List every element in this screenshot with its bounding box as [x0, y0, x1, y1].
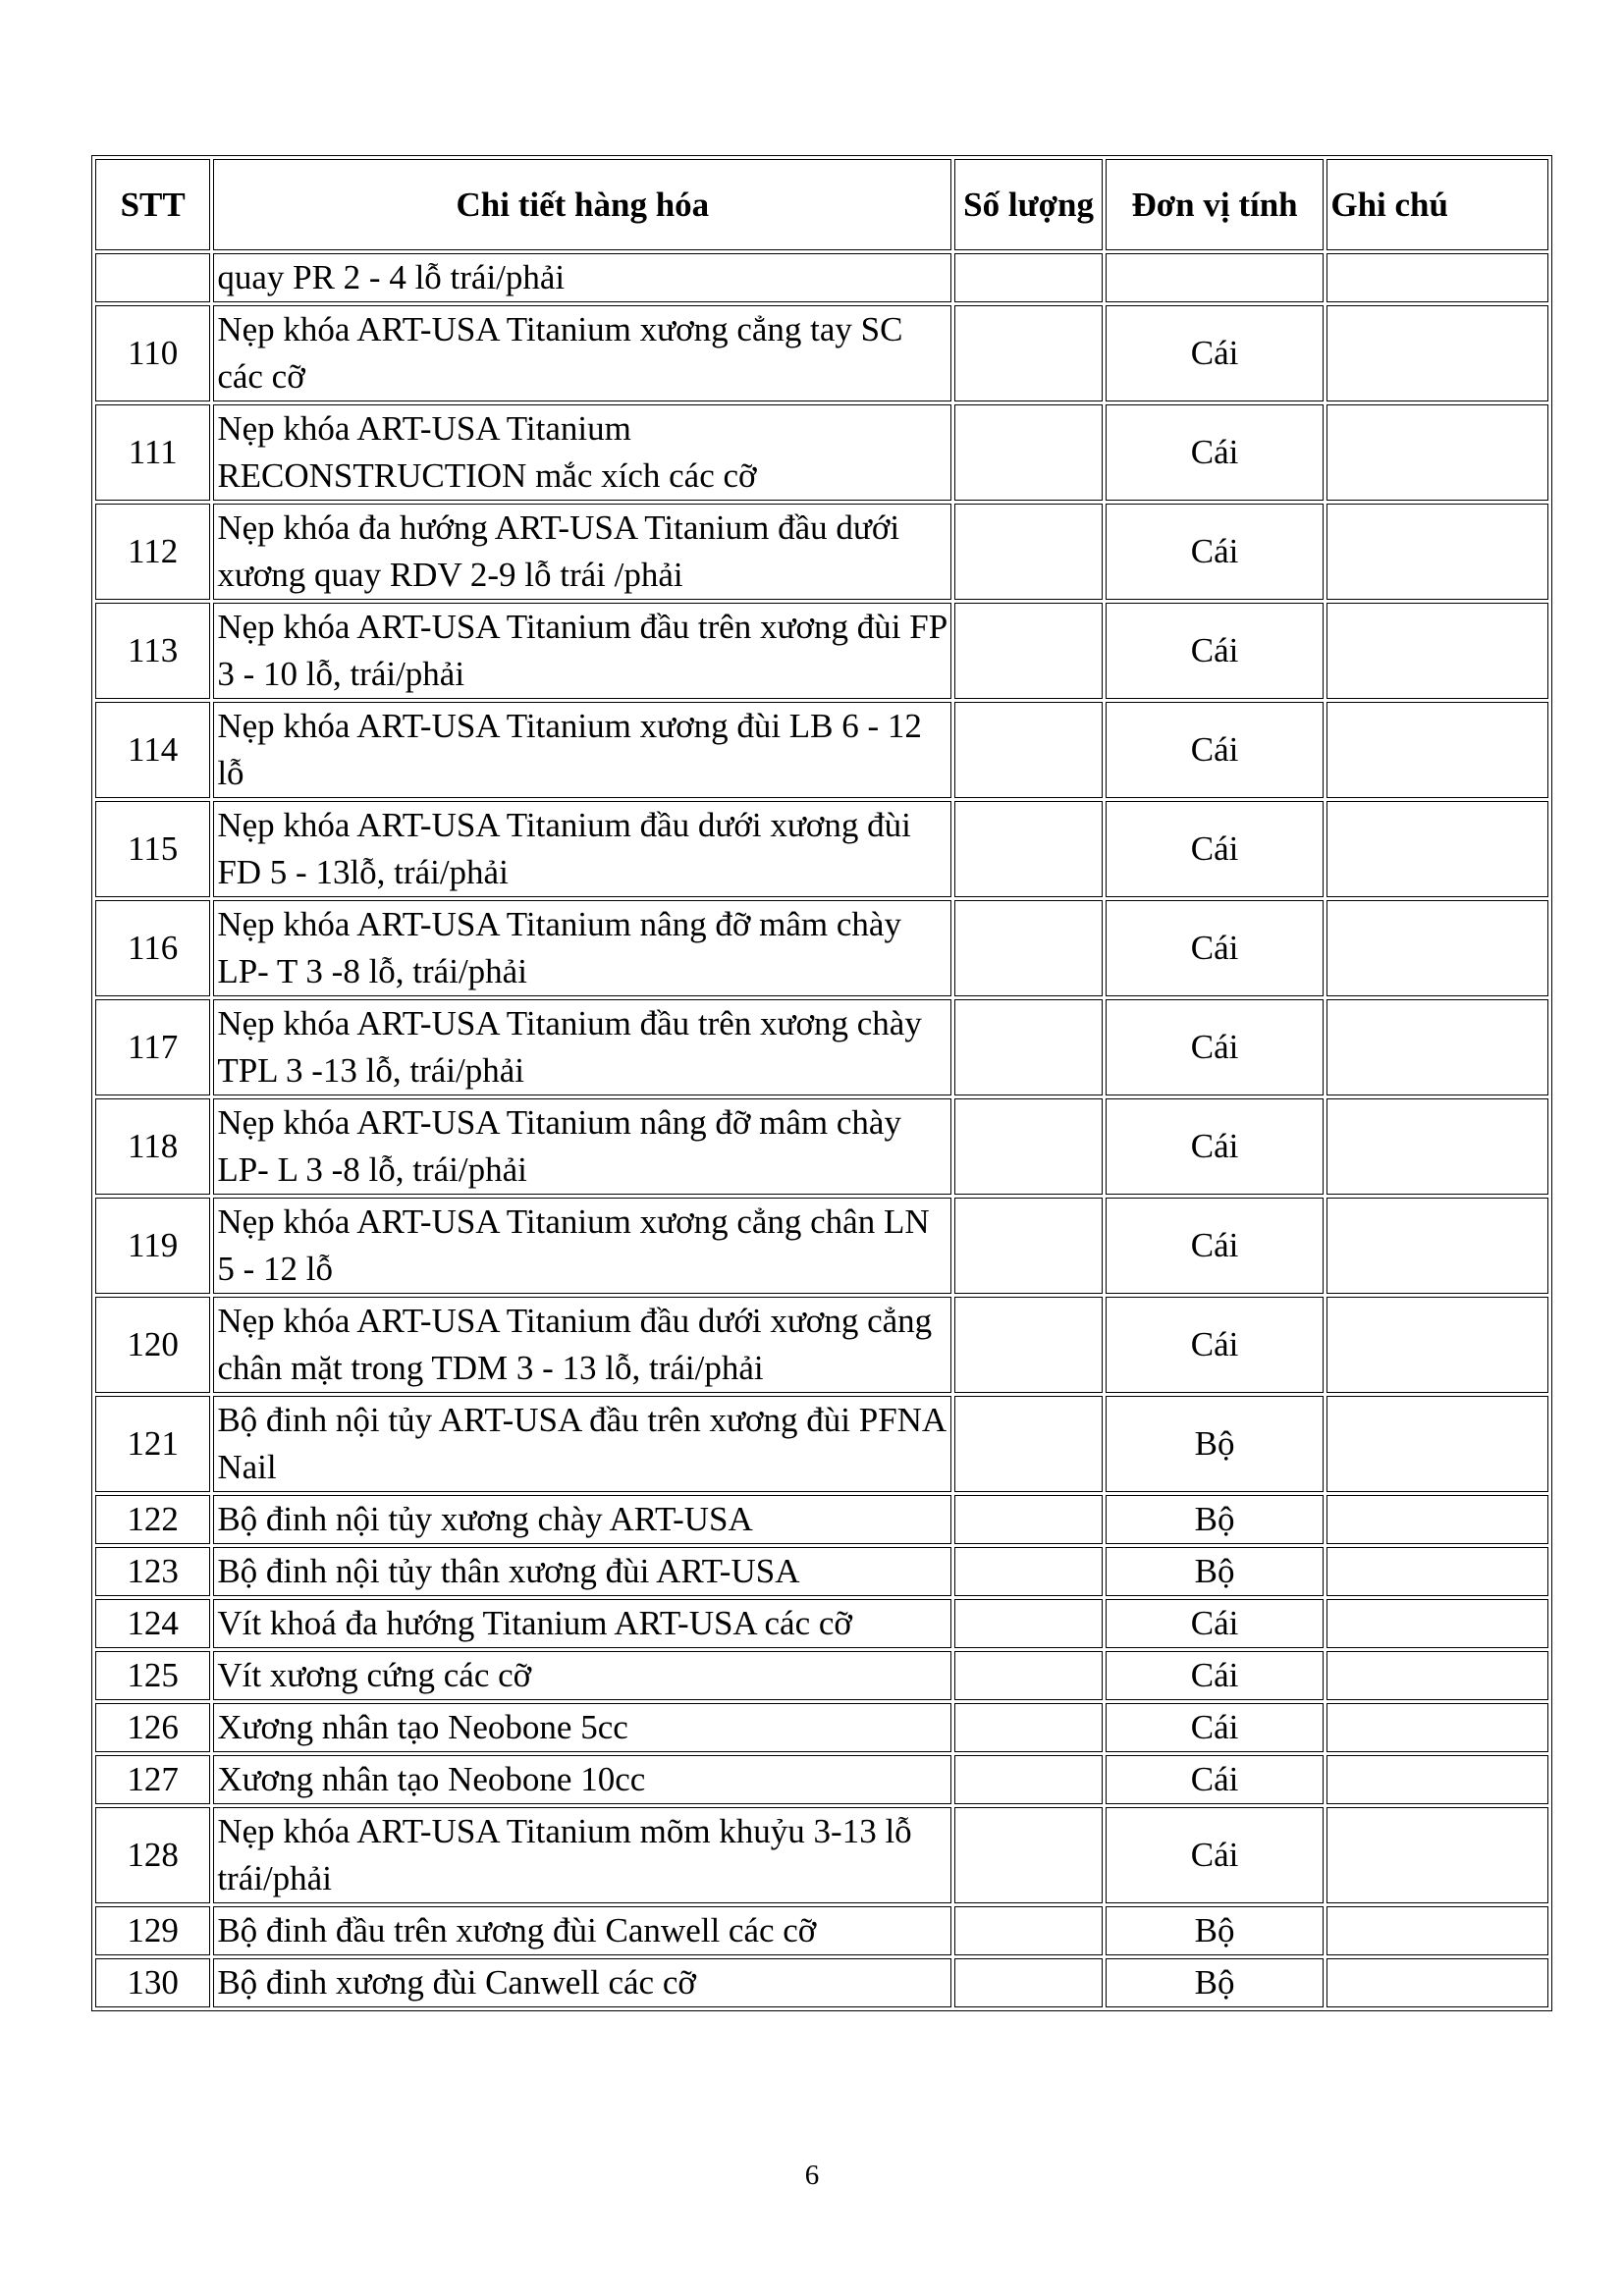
goods-table [91, 155, 1552, 2011]
cell-note [1326, 1599, 1548, 1648]
cell-quantity [954, 1958, 1102, 2007]
cell-quantity [954, 1651, 1102, 1700]
cell-description: Nẹp khóa đa hướng ART-USA Titanium đầu dưới xương quay RDV 2-9 lỗ trái /phải [213, 504, 951, 600]
table-row [95, 1198, 1548, 1294]
table-row [95, 603, 1548, 699]
cell-quantity [954, 305, 1102, 401]
cell-unit: Cái [1106, 1755, 1325, 1804]
cell-unit: Bộ [1106, 1958, 1325, 2007]
cell-unit: Bộ [1106, 1547, 1325, 1596]
table-row [95, 1599, 1548, 1648]
table-row [95, 1703, 1548, 1752]
cell-note [1326, 1958, 1548, 2007]
cell-quantity [954, 253, 1102, 302]
table-row [95, 1396, 1548, 1492]
table-row [95, 1297, 1548, 1393]
cell-quantity [954, 404, 1102, 501]
table-row [95, 1807, 1548, 1903]
cell-description: Bộ đinh nội tủy ART-USA đầu trên xương đùi PFNA Nail [213, 1396, 951, 1492]
table-row [95, 253, 1548, 302]
cell-stt: 114 [95, 702, 210, 798]
cell-description: Vít xương cứng các cỡ [213, 1651, 951, 1700]
cell-note [1326, 305, 1548, 401]
cell-description: Xương nhân tạo Neobone 10cc [213, 1755, 951, 1804]
cell-description: Xương nhân tạo Neobone 5cc [213, 1703, 951, 1752]
cell-note [1326, 1755, 1548, 1804]
cell-note [1326, 603, 1548, 699]
cell-unit: Cái [1106, 1651, 1325, 1700]
cell-note [1326, 253, 1548, 302]
cell-stt: 110 [95, 305, 210, 401]
header-quantity: Số lượng [954, 159, 1102, 250]
cell-stt: 112 [95, 504, 210, 600]
table-header-row [95, 159, 1548, 250]
cell-stt: 124 [95, 1599, 210, 1648]
cell-stt: 120 [95, 1297, 210, 1393]
cell-quantity [954, 1396, 1102, 1492]
cell-note [1326, 1651, 1548, 1700]
cell-description: Nẹp khóa ART-USA Titanium nâng đỡ mâm chày LP- L 3 -8 lỗ, trái/phải [213, 1098, 951, 1195]
cell-stt: 116 [95, 900, 210, 996]
cell-note [1326, 1495, 1548, 1544]
cell-unit [1106, 253, 1325, 302]
cell-unit: Cái [1106, 1599, 1325, 1648]
table-row [95, 1098, 1548, 1195]
cell-unit: Cái [1106, 404, 1325, 501]
cell-description: Nẹp khóa ART-USA Titanium đầu dưới xương cẳng chân mặt trong TDM 3 - 13 lỗ, trái/phải [213, 1297, 951, 1393]
table-row [95, 1495, 1548, 1544]
cell-stt: 113 [95, 603, 210, 699]
cell-description: Nẹp khóa ART-USA Titanium xương cẳng tay SC các cỡ [213, 305, 951, 401]
cell-quantity [954, 1495, 1102, 1544]
cell-stt: 130 [95, 1958, 210, 2007]
cell-quantity [954, 1098, 1102, 1195]
cell-stt: 119 [95, 1198, 210, 1294]
cell-note [1326, 1297, 1548, 1393]
cell-description: Nẹp khóa ART-USA Titanium đầu dưới xương đùi FD 5 - 13lỗ, trái/phải [213, 801, 951, 897]
table-row [95, 1906, 1548, 1955]
page-number: 6 [804, 2160, 820, 2191]
cell-description: Nẹp khóa ART-USA Titanium xương cẳng chân LN 5 - 12 lỗ [213, 1198, 951, 1294]
cell-quantity [954, 1906, 1102, 1955]
cell-stt: 111 [95, 404, 210, 501]
cell-note [1326, 801, 1548, 897]
cell-note [1326, 1198, 1548, 1294]
cell-unit: Cái [1106, 1098, 1325, 1195]
cell-note [1326, 1807, 1548, 1903]
cell-stt: 123 [95, 1547, 210, 1596]
cell-unit: Bộ [1106, 1495, 1325, 1544]
cell-unit: Bộ [1106, 1396, 1325, 1492]
cell-description: Bộ đinh đầu trên xương đùi Canwell các cỡ [213, 1906, 951, 1955]
cell-stt: 117 [95, 999, 210, 1095]
cell-description: Nẹp khóa ART-USA Titanium xương đùi LB 6 - 12 lỗ [213, 702, 951, 798]
table-row [95, 1958, 1548, 2007]
cell-description: Nẹp khóa ART-USA Titanium RECONSTRUCTION mắc xích các cỡ [213, 404, 951, 501]
cell-stt: 126 [95, 1703, 210, 1752]
cell-stt: 118 [95, 1098, 210, 1195]
table-row [95, 1651, 1548, 1700]
table-row [95, 702, 1548, 798]
header-description: Chi tiết hàng hóa [213, 159, 951, 250]
cell-quantity [954, 900, 1102, 996]
cell-stt: 128 [95, 1807, 210, 1903]
cell-note [1326, 504, 1548, 600]
table-row [95, 1547, 1548, 1596]
cell-description: Nẹp khóa ART-USA Titanium đầu trên xương đùi FP 3 - 10 lỗ, trái/phải [213, 603, 951, 699]
cell-stt: 125 [95, 1651, 210, 1700]
header-stt: STT [95, 159, 210, 250]
cell-unit: Cái [1106, 801, 1325, 897]
table-row [95, 504, 1548, 600]
table-row [95, 404, 1548, 501]
cell-quantity [954, 1599, 1102, 1648]
cell-unit: Cái [1106, 1297, 1325, 1393]
table-row [95, 305, 1548, 401]
cell-stt: 127 [95, 1755, 210, 1804]
cell-note [1326, 404, 1548, 501]
cell-note [1326, 900, 1548, 996]
cell-quantity [954, 603, 1102, 699]
cell-note [1326, 1547, 1548, 1596]
header-note: Ghi chú [1326, 159, 1548, 250]
cell-description: Bộ đinh xương đùi Canwell các cỡ [213, 1958, 951, 2007]
cell-description: Vít khoá đa hướng Titanium ART-USA các cỡ [213, 1599, 951, 1648]
cell-unit: Cái [1106, 702, 1325, 798]
cell-note [1326, 1396, 1548, 1492]
cell-note [1326, 1703, 1548, 1752]
cell-quantity [954, 1755, 1102, 1804]
cell-stt: 115 [95, 801, 210, 897]
cell-note [1326, 999, 1548, 1095]
cell-note [1326, 1906, 1548, 1955]
cell-quantity [954, 1703, 1102, 1752]
cell-quantity [954, 702, 1102, 798]
cell-quantity [954, 1297, 1102, 1393]
cell-note [1326, 1098, 1548, 1195]
cell-stt [95, 253, 210, 302]
cell-description: Nẹp khóa ART-USA Titanium mõm khuỷu 3-13 lỗ trái/phải [213, 1807, 951, 1903]
cell-unit: Bộ [1106, 1906, 1325, 1955]
cell-quantity [954, 999, 1102, 1095]
cell-quantity [954, 801, 1102, 897]
cell-unit: Cái [1106, 305, 1325, 401]
header-unit: Đơn vị tính [1106, 159, 1325, 250]
cell-unit: Cái [1106, 603, 1325, 699]
cell-description: Bộ đinh nội tủy thân xương đùi ART-USA [213, 1547, 951, 1596]
cell-quantity [954, 1807, 1102, 1903]
table-row [95, 900, 1548, 996]
cell-stt: 121 [95, 1396, 210, 1492]
cell-description: Bộ đinh nội tủy xương chày ART-USA [213, 1495, 951, 1544]
cell-description: Nẹp khóa ART-USA Titanium đầu trên xương chày TPL 3 -13 lỗ, trái/phải [213, 999, 951, 1095]
cell-stt: 129 [95, 1906, 210, 1955]
cell-stt: 122 [95, 1495, 210, 1544]
cell-description: Nẹp khóa ART-USA Titanium nâng đỡ mâm chày LP- T 3 -8 lỗ, trái/phải [213, 900, 951, 996]
cell-note [1326, 702, 1548, 798]
cell-unit: Cái [1106, 1807, 1325, 1903]
table-row [95, 801, 1548, 897]
cell-description: quay PR 2 - 4 lỗ trái/phải [213, 253, 951, 302]
cell-unit: Cái [1106, 504, 1325, 600]
cell-unit: Cái [1106, 999, 1325, 1095]
cell-quantity [954, 504, 1102, 600]
cell-unit: Cái [1106, 1198, 1325, 1294]
cell-unit: Cái [1106, 900, 1325, 996]
cell-quantity [954, 1198, 1102, 1294]
cell-quantity [954, 1547, 1102, 1596]
cell-unit: Cái [1106, 1703, 1325, 1752]
table-row [95, 999, 1548, 1095]
table-row [95, 1755, 1548, 1804]
